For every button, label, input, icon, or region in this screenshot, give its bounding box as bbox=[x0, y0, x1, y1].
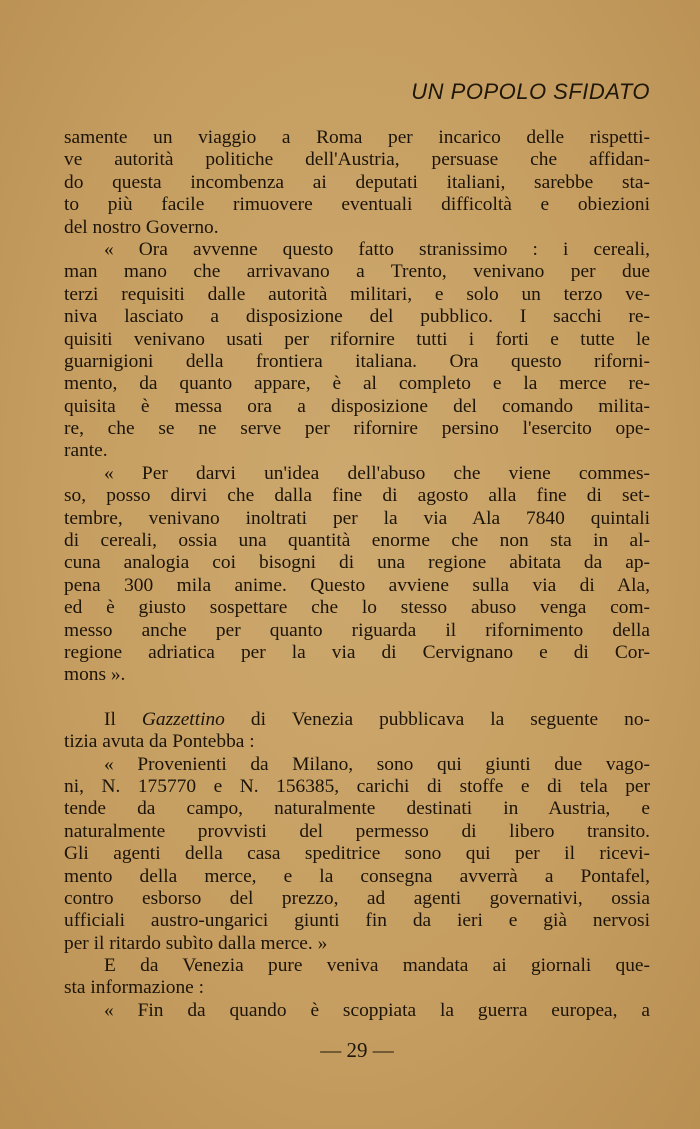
text-line: « Per darvi un'idea dell'abuso che viene commes- bbox=[104, 462, 650, 484]
text-line: ed è giusto sospettare che lo stesso abuso venga com- bbox=[64, 597, 650, 619]
paragraph-gap bbox=[64, 687, 650, 709]
text-line: ve autorità politiche dell'Austria, persuase che affidan- bbox=[64, 149, 650, 171]
text-line: cuna analogia coi bisogni di una regione abitata da ap- bbox=[64, 552, 650, 574]
text-line: « Provenienti da Milano, sono qui giunti due vago- bbox=[104, 753, 650, 775]
text-line: tende da campo, naturalmente destinati in Austria, e bbox=[64, 798, 650, 820]
text-line: so, posso dirvi che dalla fine di agosto alla fine di set- bbox=[64, 485, 650, 507]
text-line: re, che se ne serve per rifornire persino l'esercito ope- bbox=[64, 418, 650, 440]
text-line: ufficiali austro-ungarici giunti fin da ieri e già nervosi bbox=[64, 910, 650, 932]
text-line: regione adriatica per la via di Cervignano e di Cor- bbox=[64, 641, 650, 663]
book-page bbox=[64, 0, 650, 1129]
text-line: messo anche per quanto riguarda il rifornimento della bbox=[64, 619, 650, 641]
text-line: terzi requisiti dalle autorità militari, e solo un terzo ve- bbox=[64, 283, 650, 305]
text-line: man mano che arrivavano a Trento, venivano per due bbox=[64, 261, 650, 283]
text-line: ni, N. 175770 e N. 156385, carichi di stoffe e di tela per bbox=[64, 775, 650, 797]
text-line: sta informazione : bbox=[64, 977, 204, 999]
text-line: naturalmente provvisti del permesso di libero transito. bbox=[64, 820, 650, 842]
text-line: to più facile rimuovere eventuali difficoltà e obiezioni bbox=[64, 194, 650, 216]
text-line: niva lasciato a disposizione del pubblico. I sacchi re- bbox=[64, 306, 650, 328]
text-line: pena 300 mila anime. Questo avviene sulla via di Ala, bbox=[64, 574, 650, 596]
text-line bbox=[64, 709, 650, 731]
text-line: mento della merce, e la consegna avverrà a Pontafel, bbox=[64, 865, 650, 887]
text-line: « Fin da quando è scoppiata la guerra europea, a bbox=[104, 999, 650, 1021]
text-line: do questa incombenza ai deputati italiani, sarebbe sta- bbox=[64, 171, 650, 193]
text-line: Gli agenti della casa speditrice sono qui per il ricevi- bbox=[64, 843, 650, 865]
body-text bbox=[64, 127, 650, 1022]
text-line: mons ». bbox=[64, 664, 126, 686]
newspaper-title: Gazzettino bbox=[141, 708, 225, 730]
text-line: samente un viaggio a Roma per incarico delle rispetti- bbox=[64, 127, 650, 148]
running-head: UN POPOLO SFIDATO bbox=[411, 79, 650, 104]
text-line: quisita è messa ora a disposizione del comando milita- bbox=[64, 395, 650, 417]
text-fragment: di Venezia pubblicava la seguente no- bbox=[224, 708, 650, 730]
text-line: tembre, venivano inoltrati per la via Ala 7840 quintali bbox=[64, 507, 650, 529]
text-line: rante. bbox=[64, 440, 108, 462]
text-line: guarnigioni della frontiera italiana. Ora questo riforni- bbox=[64, 350, 650, 372]
text-fragment: Il bbox=[104, 708, 142, 730]
page-number: — 29 — bbox=[320, 1038, 394, 1062]
text-line: E da Venezia pure veniva mandata ai giornali que- bbox=[104, 955, 650, 977]
text-line: per il ritardo subìto dalla merce. » bbox=[64, 932, 328, 954]
text-line: tizia avuta da Pontebba : bbox=[64, 731, 255, 753]
text-line: contro esborso del prezzo, ad agenti governativi, ossia bbox=[64, 887, 650, 909]
text-line: « Ora avvenne questo fatto stranissimo : i cereali, bbox=[104, 238, 650, 260]
text-line: di cereali, ossia una quantità enorme che non sta in al- bbox=[64, 530, 650, 552]
text-line: del nostro Governo. bbox=[64, 216, 219, 238]
text-line: mento, da quanto appare, è al completo e la merce re- bbox=[64, 373, 650, 395]
text-line: quisiti venivano usati per rifornire tutti i forti e tutte le bbox=[64, 328, 650, 350]
